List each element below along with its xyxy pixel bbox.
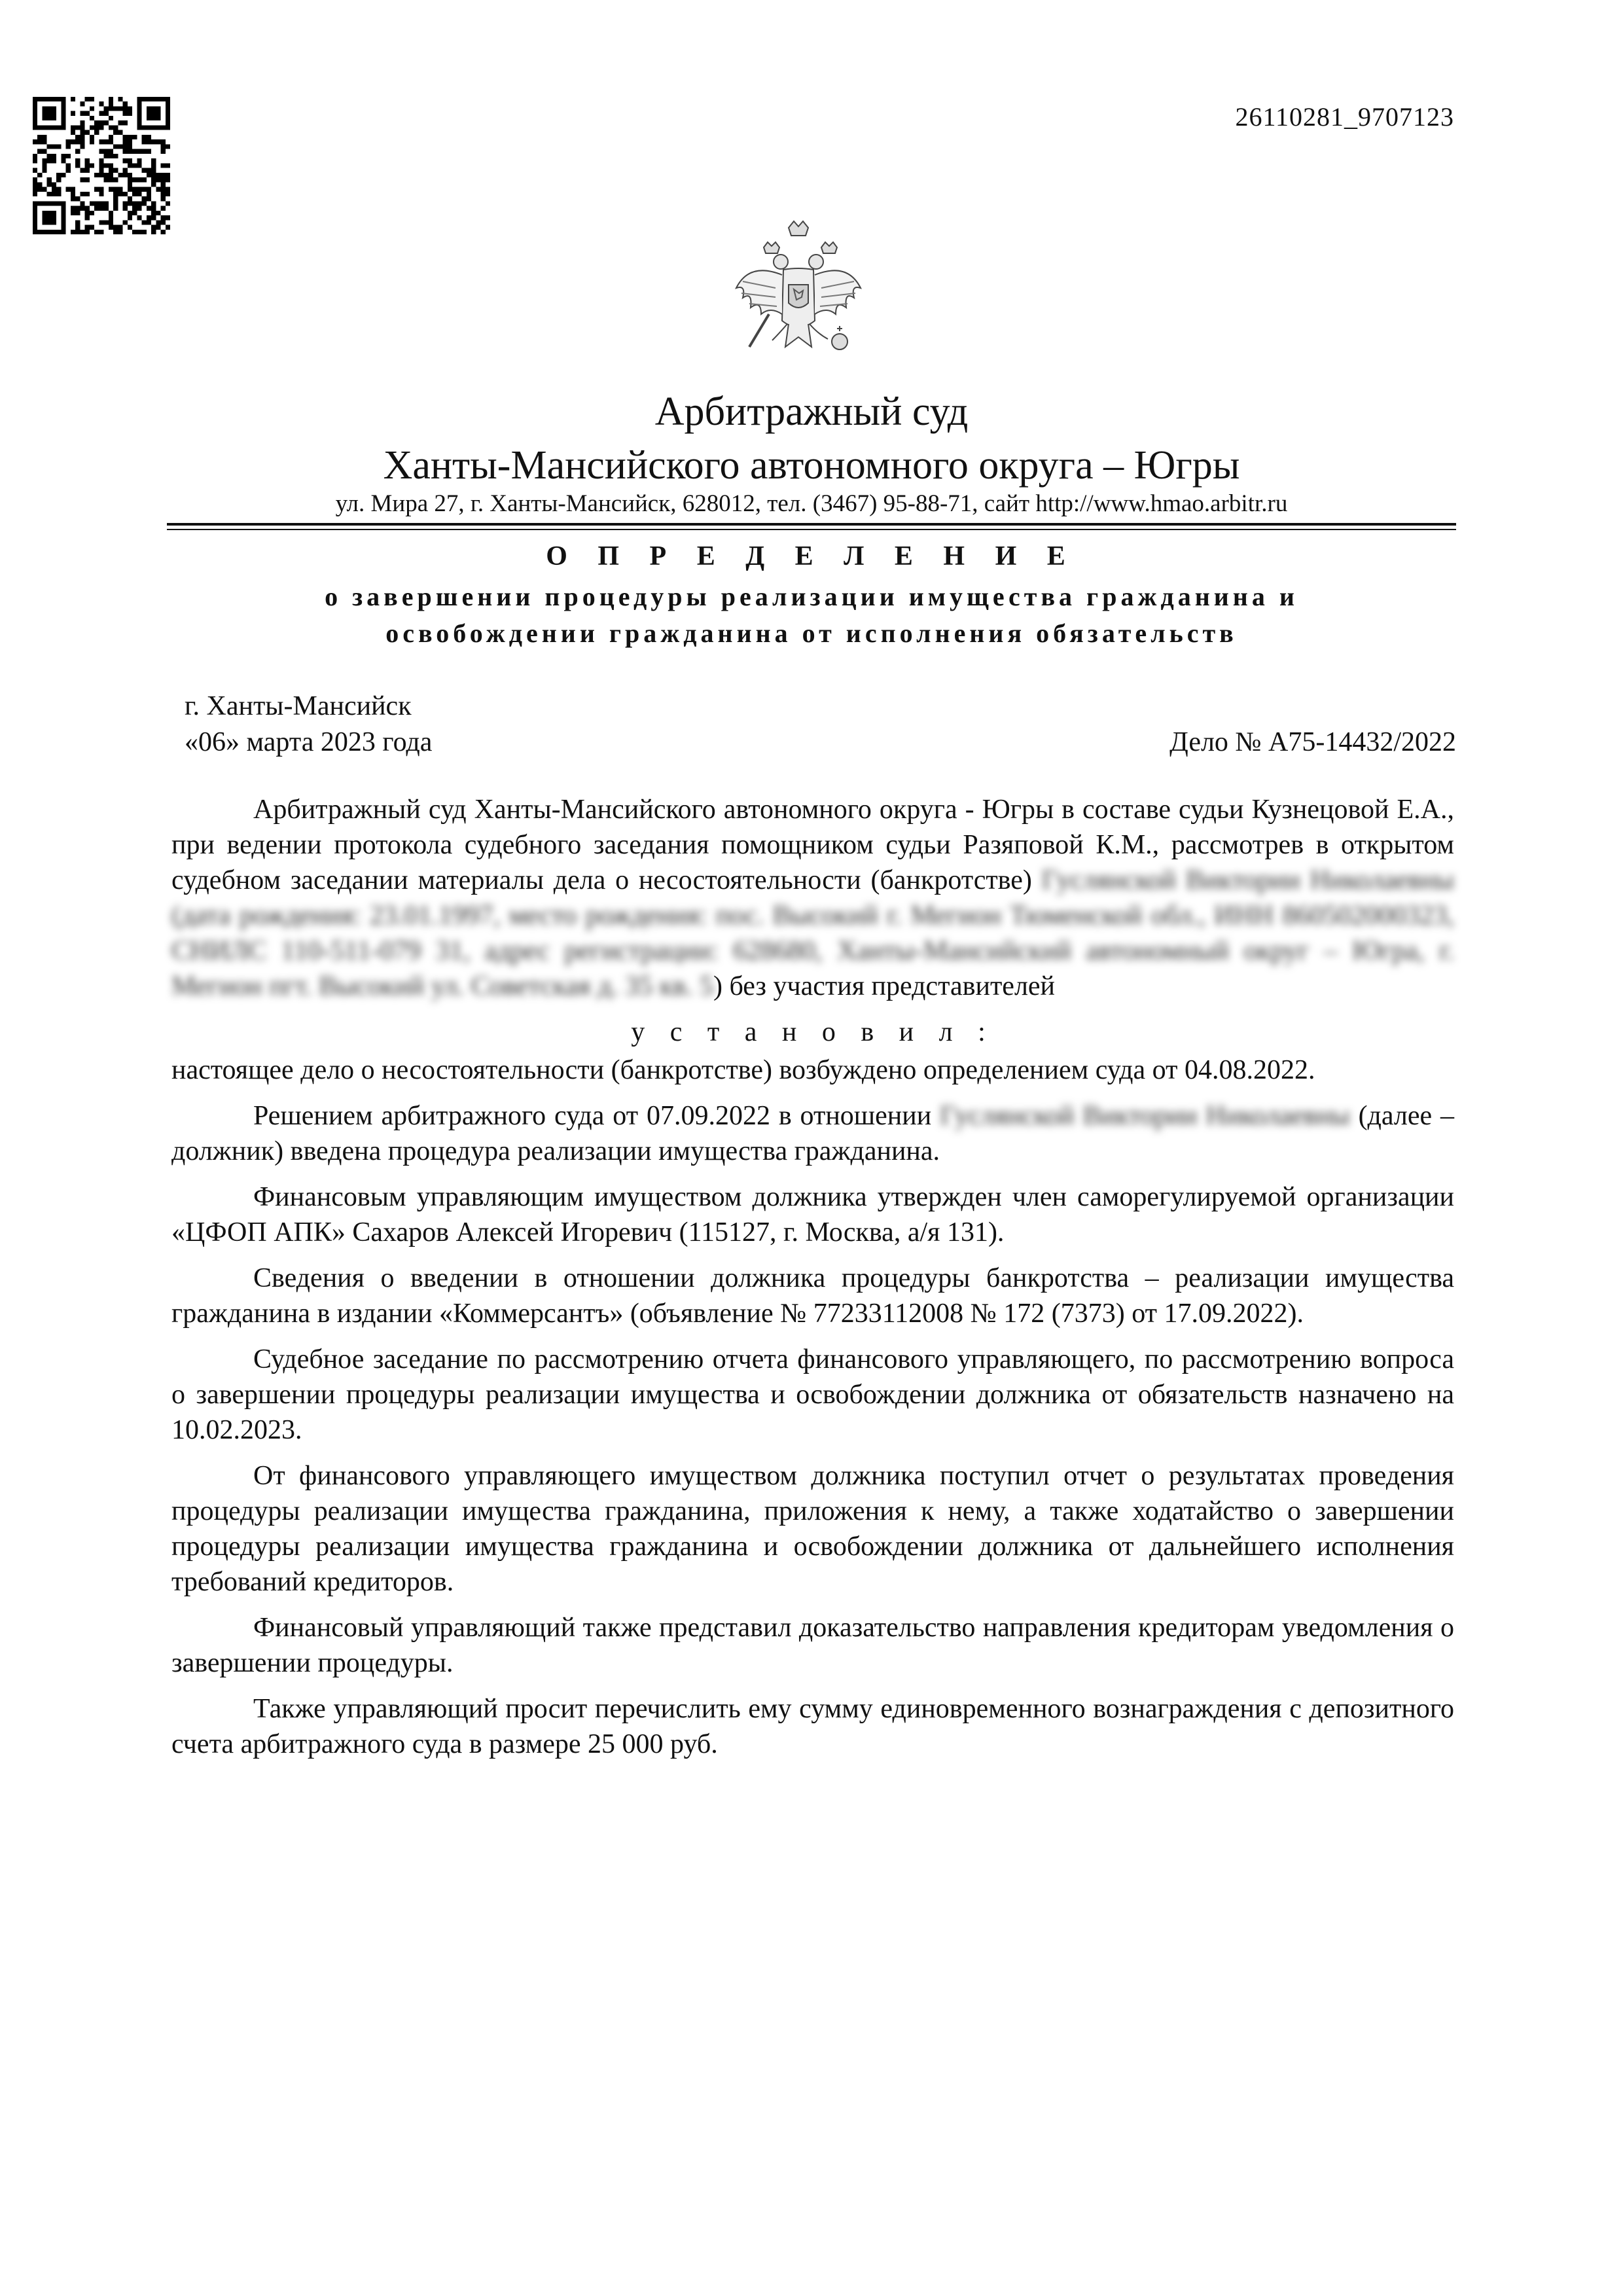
header-divider-thick — [167, 523, 1456, 526]
paragraph-decision: Решением арбитражного суда от 07.09.2022 в отношении Гуслянской Виктории Николаевны (далее – должник) введена процедура реализации имущества гражданина. — [171, 1101, 1455, 1166]
coat-of-arms-emblem — [723, 216, 874, 373]
document-date: «06» марта 2023 года — [185, 727, 433, 757]
document-subtitle-line1: о завершении процедуры реализации имущества гражданина и — [325, 582, 1298, 611]
court-name-line1: Арбитражный суд — [654, 389, 969, 434]
court-address: ул. Мира 27, г. Ханты-Мансийск, 628012, тел. (3467) 95-88-71, сайт http://www.hmao.arbitr.ru — [335, 490, 1288, 517]
document-body — [171, 792, 1454, 1772]
paragraph-publication: Сведения о введении в отношении должника процедуры банкротства – реализации имущества гражданина в издании «Коммерсантъ» (объявление № 77233112008 № 172 (7373) от 17.09.2022). — [171, 1263, 1454, 1329]
paragraph-remuneration: Также управляющий просит перечислить ему сумму единовременного вознаграждения с депозитного счета арбитражного суда в размере 25 000 руб. — [171, 1694, 1454, 1759]
paragraph-court-composition: Арбитражный суд Ханты-Мансийского автономного округа - Югры в составе судьи Кузнецовой Е.А., при ведении протокола судебного заседания помощником судьи Разяповой К.М., рассмотрев в открытом судебном заседании материалы дела о несостоятельности (банкротстве) Гуслянской Виктории Николаевны (дата рождения: 23.01.1997, место рождения: пос. Высокий г. Мегион Тюменской обл., ИНН 860502000323, СНИЛС 110-511-079 31, адрес регистрации: 628680, Ханты-Мансийский автономный округ – Югра, г. Мегион пгт. Высокий ул. Советская д. 35 кв. 5) без участия представителей — [171, 795, 1455, 1001]
redacted-debtor-name: Гуслянской Виктории Николаевны — [940, 1101, 1350, 1131]
city: г. Ханты-Мансийск — [185, 691, 412, 721]
paragraph-case-initiated: настоящее дело о несостоятельности (банкротстве) возбуждено определением суда от 04.08.2022. — [171, 1055, 1315, 1085]
paragraph-financial-manager: Финансовым управляющим имуществом должника утвержден член саморегулируемой организации «ЦФОП АПК» Сахаров Алексей Игоревич (115127, г. Москва, а/я 131). — [171, 1182, 1454, 1247]
court-name-line2: Ханты-Мансийского автономного округа – Югры — [383, 443, 1240, 488]
established-heading: у с т а н о в и л : — [631, 1017, 995, 1047]
paragraph-hearing: Судебное заседание по рассмотрению отчета финансового управляющего, по рассмотрению вопроса о завершении процедуры реализации имущества и освобождении должника от обязательств назначено на 10.02.2023. — [171, 1344, 1454, 1445]
paragraph-report: От финансового управляющего имуществом должника поступил отчет о результатах проведения процедуры реализации имущества гражданина, приложения к нему, а также ходатайство о завершении процедуры реализации имущества гражданина и освобождении должника от дальнейшего исполнения требований кредиторов. — [171, 1461, 1454, 1597]
document-type-title: О П Р Е Д Е Л Е Н И Е — [546, 541, 1077, 571]
header-divider-thin — [167, 529, 1456, 530]
redacted-debtor-details: Гуслянской Виктории Николаевны (дата рождения: 23.01.1997, место рождения: пос. Высокий г. Мегион Тюменской обл., ИНН 860502000323, СНИЛС 110-511-079 31, адрес регистрации: 628680, Ханты-Мансийский автономный округ – Югра, г. Мегион пгт. Высокий ул. Советская д. 35 кв. 5 — [171, 865, 1455, 1001]
document-id: 26110281_9707123 — [1235, 102, 1454, 132]
document-subtitle-line2: освобождении гражданина от исполнения обязательств — [385, 619, 1238, 648]
qr-code — [33, 97, 170, 234]
case-number: Дело № А75-14432/2022 — [1169, 727, 1456, 757]
paragraph-notification: Финансовый управляющий также представил доказательство направления кредиторам уведомления о завершении процедуры. — [171, 1613, 1454, 1678]
